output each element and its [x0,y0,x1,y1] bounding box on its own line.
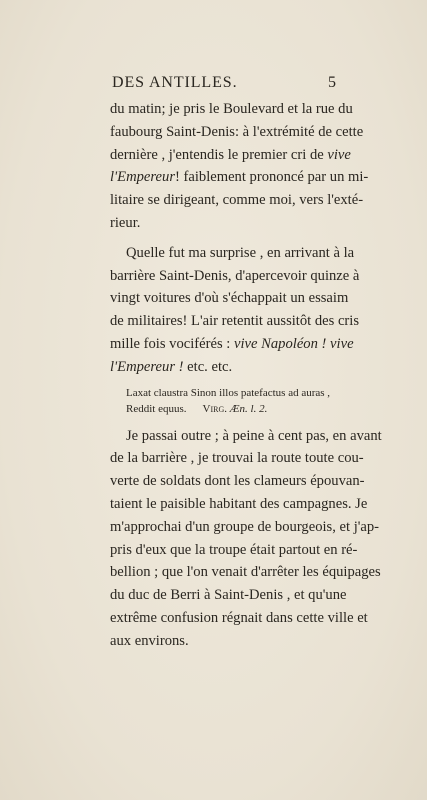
paragraph-2 [110,242,360,379]
page-number: 5 [328,74,336,91]
text-segment: etc. etc. [183,358,233,375]
page-header [112,74,336,98]
italic-text: vive Napoléon ! vive [234,335,354,352]
text-line: du matin; je pris le Boulevard et la rue du [110,101,353,117]
text-line: de la barrière , je trouvai la route toute cou- [110,450,364,467]
italic-text: vive [327,146,351,163]
quotation-line [126,401,334,417]
latin-quotation [126,385,334,417]
quotation-text: Reddit equus. [126,402,187,415]
italic-text: l'Empereur [110,169,175,186]
paragraph-1 [110,98,369,235]
text-line: aux environs. [110,632,189,649]
text-line: vingt voitures d'où s'échappait un essaim [110,290,349,307]
text-line [110,166,369,189]
text-line: Je passai outre ; à peine à cent pas, en avant [126,427,382,444]
text-line: pris d'eux que la troupe était partout en ré- [110,541,358,558]
text-segment: ! faiblement prononcé par un mi- [175,169,369,186]
text-line: m'approchai d'un groupe de bourgeois, et j'ap- [110,518,380,535]
text-line: de militaires! L'air retentit aussitôt des cris [110,313,360,330]
text-line: rieur. [110,214,141,231]
text-line: taient le paisible habitant des campagnes. Je [110,495,368,512]
text-line: verte de soldats dont les clameurs épouvan- [110,473,365,490]
text-line: extrême confusion régnait dans cette ville et [110,609,368,626]
running-title: DES ANTILLES. [112,74,238,91]
quotation-reference: Æn. l. 2. [229,402,268,415]
quotation-author: Virg. [202,402,227,415]
text-line: faubourg Saint-Denis: à l'extrémité de cette [110,123,364,140]
text-line: barrière Saint-Denis, d'apercevoir quinze à [110,267,360,284]
text-line: du duc de Berri à Saint-Denis , et qu'une [110,587,347,604]
text-line: litaire se dirigeant, comme moi, vers l'exté- [110,192,364,209]
text-line: Quelle fut ma surprise , en arrivant à la [126,244,355,261]
text-segment: dernière , j'entendis le premier cri de [110,146,328,163]
text-line [110,333,354,356]
paragraph-3 [110,425,382,653]
text-line [110,356,336,379]
italic-text: l'Empereur ! [110,358,184,375]
quotation-line: Laxat claustra Sinon illos patefactus ad auras , [126,386,331,399]
text-line: bellion ; que l'on venait d'arrêter les équipages [110,564,381,581]
text-line [110,144,351,167]
text-segment: mille fois vociférés : [110,335,235,352]
body-text [110,98,382,653]
